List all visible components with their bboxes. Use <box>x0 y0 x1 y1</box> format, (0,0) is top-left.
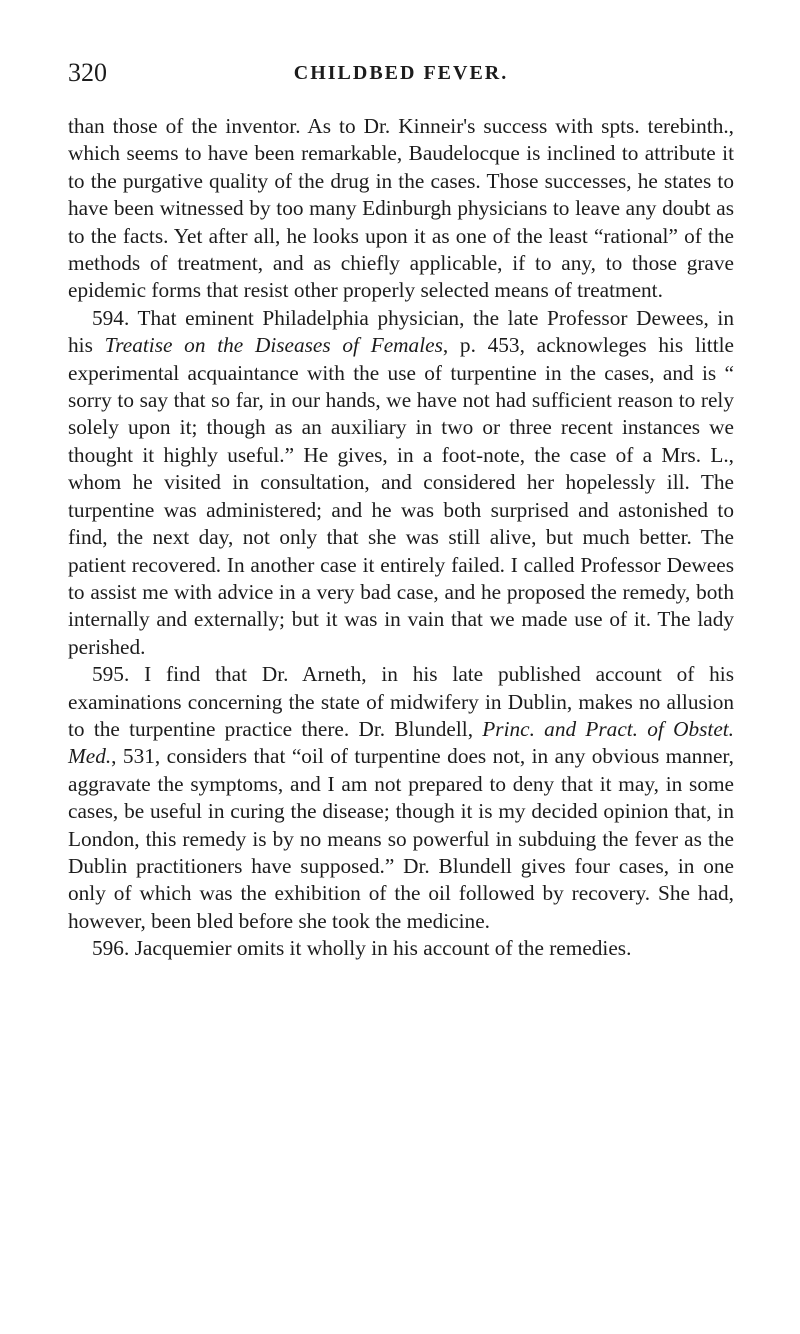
paragraph-text: Jacquemier omits it wholly in his account of the remedies. <box>129 936 632 961</box>
paragraph-continuation: than those of the inventor. As to Dr. Kinneir's success with spts. terebinth., which seems to have been remarkable, Baudelocque is inclined to attribute it to the purgative quality of the drug in the cases. Those successes, he states to have been witnessed by too many Edinburgh physicians to leave any doubt as to the facts. Yet after all, he looks upon it as one of the least “rational” of the methods of treatment, and as chiefly applicable, if to any, to those grave epidemic forms that resist other properly selected means of treatment. <box>68 114 734 303</box>
paragraph-595 <box>68 661 734 935</box>
paragraph-596 <box>68 935 734 962</box>
book-title: Princ. and Pract. of Obstet. Med. <box>68 716 735 769</box>
paragraph-594 <box>68 305 734 661</box>
book-title: Treatise on the Diseases of Females <box>104 333 443 358</box>
page-header <box>68 58 734 88</box>
running-head: CHILDBED FEVER. <box>293 62 509 84</box>
paragraph-number: 595. <box>92 662 130 687</box>
paragraph-number: 594. <box>92 305 130 330</box>
body-text <box>68 113 734 963</box>
paragraph-number: 596. <box>92 936 130 961</box>
paragraph-text: I find that Dr. Arneth, in his late published account of his examinations concerning the state of midwifery in Dublin, makes no allusion to the turpentine practice there. Dr. Blundell, <box>68 662 734 741</box>
paragraph-text: That eminent Philadelphia physician, the late Professor Dewees, in his <box>68 305 734 358</box>
page-number: 320 <box>68 58 107 87</box>
paragraph-text: , p. 453, acknowleges his little experimental acquaintance with the use of turpentine in the cases, and is “ sorry to say that so far, in our hands, we have not had sufficient reason to rely solely upon it; though as an auxiliary in two or three recent instances we thought it highly useful.” He gives, in a foot-note, the case of a Mrs. L., whom he visited in consultation, and considered her hopelessly ill. The turpentine was administered; and he was both surprised and astonished to find, the next day, not only that she was still alive, but much better. The patient recovered. In another case it entirely failed. I called Professor Dewees to assist me with advice in a very bad case, and he proposed the remedy, both internally and externally; but it was in vain that we made use of it. The lady perished. <box>68 333 734 659</box>
paragraph-text: , 531, considers that “oil of turpentine does not, in any obvious manner, aggravate the symptoms, and I am not prepared to deny that it may, in some cases, be useful in curing the disease; though it is my decided opinion that, in London, this remedy is by no means so powerful in subduing the fever as the Dublin practitioners have supposed.” Dr. Blundell gives four cases, in one only of which was the exhibition of the oil followed by recovery. She had, however, been bled before she took the medicine. <box>68 744 734 933</box>
